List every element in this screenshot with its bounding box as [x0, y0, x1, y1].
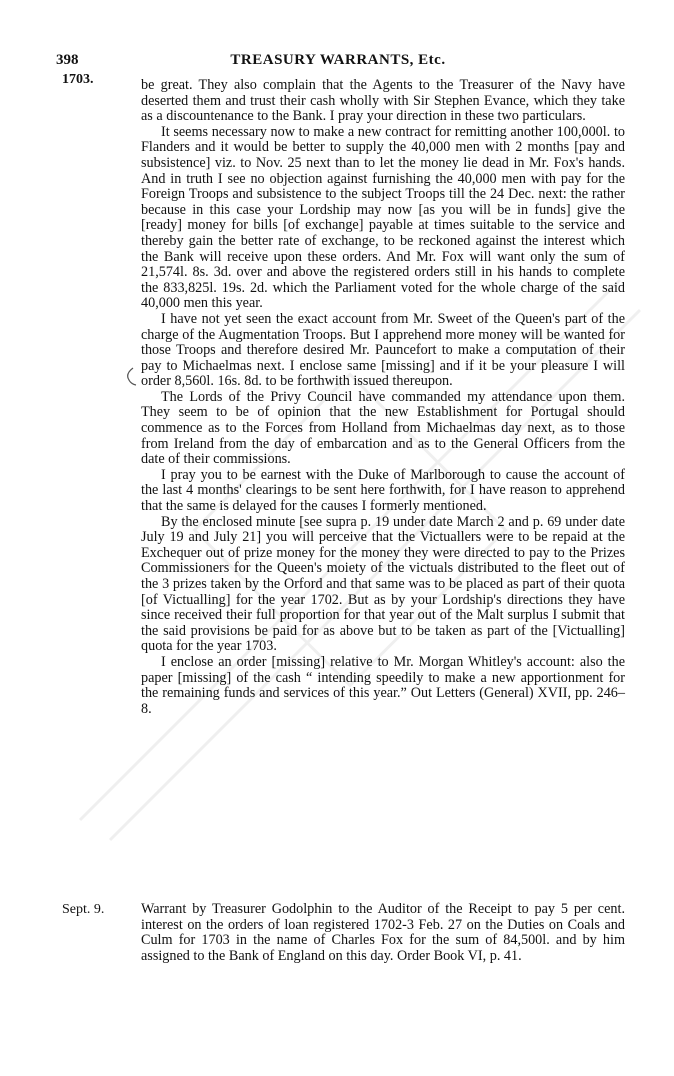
margin-year: 1703.	[62, 72, 94, 87]
warrant-entry	[141, 902, 625, 964]
entry-date: Sept. 9.	[62, 902, 105, 917]
paragraph: By the enclosed minute [see supra p. 19 under date March 2 and p. 69 under date July 19 and July 21] you will perceive that the Victuallers were to be repaid at the Exchequer out of prize money for the money they were directed to pay to the Prizes Commissioners for the Queen's moiety of the victuals distributed to the fleet out of the 3 prizes taken by the Orford and that same was to be placed as part of their quota [of Victualling] for the year 1702. But as by your Lordship's directions they have since received their full proportion for that year out of the Malt surplus I submit that the said provisions be paid for as above but to be taken as part of the [Victualling] quota for the year 1703.	[141, 513, 625, 655]
paragraph: I pray you to be earnest with the Duke of Marlborough to cause the account of the last 4 months' clearings to be sent here forthwith, for I have reason to apprehend that the same is delayed for the causes I formerly mentioned.	[141, 466, 625, 515]
page-header	[56, 52, 620, 70]
paragraph: be great. They also complain that the Agents to the Treasurer of the Navy have deserted them and trust their cash wholly with Sir Stephen Evance, which they take as a discountenance to the Bank. I pray your direction in these two particulars.	[141, 77, 625, 125]
paragraph: The Lords of the Privy Council have commanded my attendance upon them. They seem to be of opinion that the new Establishment for Portugal should commence as to the Forces from Holland from Michaelmas day next, as to those from Ireland from the day of embarcation and as to the General Officers from the date of their commissions.	[141, 388, 625, 468]
page-number: 398	[56, 52, 79, 68]
running-title: TREASURY WARRANTS, Etc.	[230, 52, 446, 68]
paragraph: I enclose an order [missing] relative to Mr. Morgan Whitley's account: also the paper [missing] of the cash “ intending speedily to make a new apportionment for the remaining funds and services of this year.” Out Letters (General) XVII, pp. 246–8.	[141, 653, 625, 717]
letter-body	[141, 78, 625, 717]
paragraph: I have not yet seen the exact account from Mr. Sweet of the Queen's part of the charge of the Augmentation Troops. But I apprehend more money will be wanted for those Troops and therefore desired Mr. Pauncefort to make a computation of their pay to Michaelmas next. I enclose same [missing] and if it be your pleasure I will order 8,560l. 16s. 8d. to be forthwith issued thereupon.	[141, 310, 625, 390]
entry-text: Warrant by Treasurer Godolphin to the Auditor of the Receipt to pay 5 per cent. interest on the orders of loan registered 1702-3 Feb. 27 on the Duties on Coals and Culm for 1703 in the name of Charles Fox for the sum of 84,500l. and by him assigned to the Bank of England on this day. Order Book VI, p. 41.	[141, 901, 625, 964]
paragraph: It seems necessary now to make a new contract for remitting another 100,000l. to Flanders and it would be better to supply the 40,000 men with 2 months [pay and subsistence] viz. to Nov. 25 next than to let the money lie dead in Mr. Fox's hands. And in truth I see no objection against furnishing the 40,000 men with pay for the Foreign Troops and subsistence to the subject Troops till the 24 Dec. next: the rather because in this case your Lordship may now [as you will be in funds] give the [ready] money for bills [of exchange] payable at times suitable to the service and thereby gain the better rate of exchange, to be reckoned against the interest which the Bank will receive upon these orders. And Mr. Fox will want only the sum of 21,574l. 8s. 3d. over and above the registered orders still in his hands to complete the 833,825l. 19s. 2d. which the Parliament voted for the whole charge of the said 40,000 men this year.	[141, 123, 625, 312]
margin-bracket-mark	[123, 366, 137, 388]
